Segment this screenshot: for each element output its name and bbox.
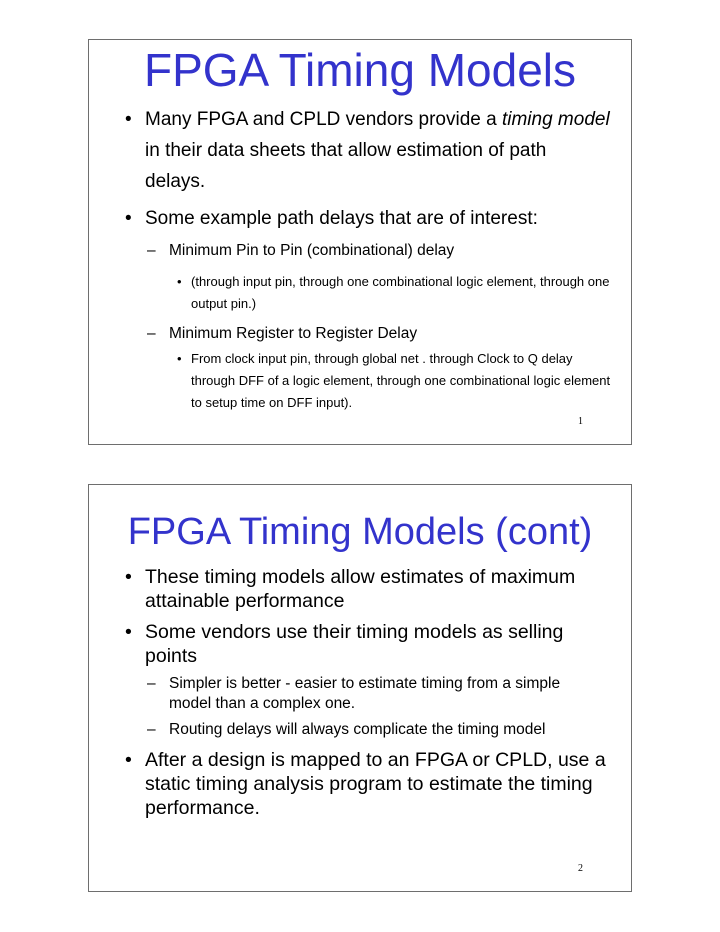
sub-bullet-text: Minimum Register to Register Delay bbox=[169, 325, 418, 342]
slide-title: FPGA Timing Models (cont) bbox=[127, 511, 593, 553]
page-number: 1 bbox=[578, 416, 583, 427]
bullet-icon: • bbox=[125, 621, 132, 643]
slide-title: FPGA Timing Models bbox=[143, 44, 577, 96]
emphasis-text: timing model bbox=[501, 109, 610, 130]
bullet-icon: • bbox=[177, 351, 182, 366]
bullet-text: These timing models allow estimates of maximum attainable performance bbox=[145, 566, 576, 612]
bullet-text bbox=[145, 104, 611, 197]
sub-sub-bullet-item bbox=[89, 271, 631, 315]
sub-bullet-text: Routing delays will always complicate the timing model bbox=[169, 721, 546, 738]
bullet-icon: • bbox=[125, 566, 132, 588]
slide-2 bbox=[88, 484, 632, 892]
page-number: 2 bbox=[578, 863, 583, 874]
bullet-text: After a design is mapped to an FPGA or CPLD, use a static timing analysis program to estimate the timing performance. bbox=[145, 749, 606, 819]
bullet-item bbox=[89, 203, 631, 234]
bullet-text-end: in their data sheets that allow estimation of path delays. bbox=[145, 140, 547, 192]
dash-icon: – bbox=[147, 721, 156, 738]
dash-icon: – bbox=[147, 325, 156, 342]
bullet-item bbox=[89, 104, 631, 197]
sub-sub-bullet-text: From clock input pin, through global net . through Clock to Q delay through DFF of a logic element, through one combinational logic element to setup time on DFF input). bbox=[191, 351, 611, 410]
slide-1 bbox=[88, 39, 632, 445]
slide-content bbox=[89, 565, 631, 820]
sub-bullet-item bbox=[89, 322, 631, 346]
bullet-item bbox=[89, 565, 631, 613]
sub-bullet-item bbox=[89, 239, 631, 263]
bullet-icon: • bbox=[125, 208, 132, 229]
bullet-item bbox=[89, 620, 631, 668]
dash-icon: – bbox=[147, 675, 156, 692]
dash-icon: – bbox=[147, 242, 156, 259]
bullet-icon: • bbox=[125, 749, 132, 771]
bullet-icon: • bbox=[125, 109, 132, 130]
sub-bullet-item bbox=[89, 720, 631, 740]
sub-sub-bullet-item bbox=[89, 348, 631, 414]
bullet-text: Some example path delays that are of interest: bbox=[145, 208, 538, 229]
sub-bullet-text: Minimum Pin to Pin (combinational) delay bbox=[169, 242, 455, 259]
bullet-text: Some vendors use their timing models as selling points bbox=[145, 621, 564, 667]
sub-bullet-text: Simpler is better - easier to estimate timing from a simple model than a complex one. bbox=[169, 675, 561, 712]
slide-content bbox=[89, 104, 631, 414]
sub-bullet-item bbox=[89, 674, 631, 714]
bullet-text-start: Many FPGA and CPLD vendors provide a bbox=[145, 109, 502, 130]
bullet-icon: • bbox=[177, 274, 182, 289]
sub-sub-bullet-text: (through input pin, through one combinational logic element, through one output pin.) bbox=[191, 274, 610, 311]
bullet-item bbox=[89, 748, 631, 820]
